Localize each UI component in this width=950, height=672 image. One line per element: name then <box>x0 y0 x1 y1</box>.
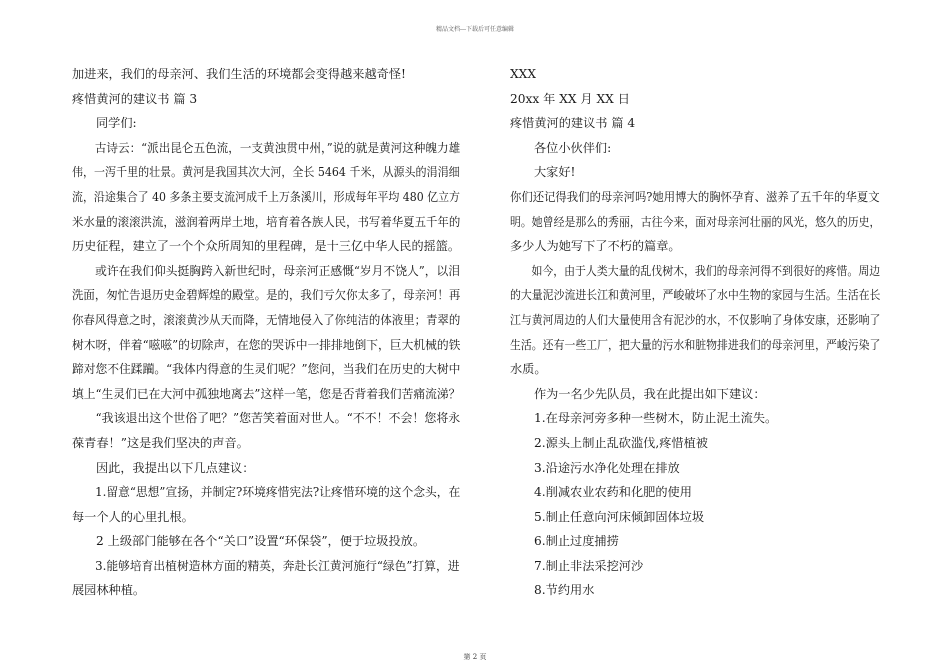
text-line: XXX <box>510 67 537 81</box>
text-line: 你春风得意之时，滚滚黄沙从天而降，无情地侵入了你纯洁的体液里；青翠的 <box>72 312 461 327</box>
text-line: 2 上级部门能够在各个“关口”设置“环保袋”，便于垃圾投放。 <box>96 534 426 549</box>
text-line: 每一个人的心里扎根。 <box>72 509 194 524</box>
text-line: 你们还记得我们的母亲河吗?她用博大的胸怀孕育、滋养了五千年的华夏文 <box>510 189 880 204</box>
text-line: 因此，我提出以下几点建议： <box>96 460 255 475</box>
text-line: 如今，由于人类大量的乱伐树木，我们的母亲河得不到很好的疼惜。周边 <box>531 263 881 278</box>
text-line: 2.源头上制止乱砍滥伐,疼惜植被 <box>534 435 708 450</box>
text-line: 6.制止过度捕捞 <box>534 534 619 549</box>
text-line: 伟，一泻千里的壮景。黄河是我国其次大河，全长 5464 千米，从源头的涓涓细 <box>72 165 460 180</box>
text-line: 填上“生灵们已在大河中孤独地离去”这样一笔，您是否背着我们苦痛流涕？ <box>72 386 461 401</box>
text-line: 蹄对您不住蹂躏。“我体内得意的生灵们呢？”您问，当我们在历史的大树中 <box>72 362 461 377</box>
text-line: 树木呀，伴着“嗞嗞”的切除声，在您的哭诉中一排排地倒下，巨大机械的铁 <box>72 337 461 352</box>
text-line: 或许在我们仰头挺胸跨入新世纪时，母亲河正感慨“岁月不饶人”，以泪 <box>95 263 461 278</box>
text-line: 米水量的滚滚洪流，滋润着两岸土地，培育着各族人民，书写着华夏五千年的 <box>72 214 461 229</box>
page-header: 精品文档---下载后可任意编辑 <box>435 26 515 33</box>
text-line: 水质。 <box>510 362 547 377</box>
text-line: 3.沿途污水净化处理在排放 <box>534 460 680 475</box>
text-line: “我该退出这个世俗了吧？”您苦笑着面对世人。“不不！不会！您将永 <box>95 411 461 426</box>
text-line: 大家好! <box>534 165 576 180</box>
text-line: 生活。还有一些工厂，把大量的污水和脏物排进我们的母亲河里，严峻污染了 <box>510 337 881 352</box>
text-line: 各位小伙伴们: <box>534 140 612 155</box>
text-line: 3.能够培育出植树造林方面的精英，奔赴长江黄河施行“绿色”打算，进 <box>95 558 460 573</box>
text-line: 展园林种植。 <box>72 583 146 598</box>
text-line: 葆青春！”这是我们坚决的声音。 <box>72 435 249 450</box>
text-line: 1.留意“思想”宣扬，并制定?环境疼惜宪法?让疼惜环境的这个念头，在 <box>95 485 461 500</box>
text-line: 同学们: <box>96 116 137 131</box>
text-line: 4.削减农业农药和化肥的使用 <box>534 485 692 500</box>
text-line: 7.制止非法采挖河沙 <box>534 558 644 573</box>
text-line: 20xx 年 XX 月 XX 日 <box>510 91 630 106</box>
text-line: 江与黄河周边的人们大量使用含有泥沙的水，不仅影响了身体安康，还影响了 <box>510 312 881 327</box>
right-column <box>510 62 880 603</box>
text-line: 流，沿途集合了 40 多条主要支流河成千上万条溪川，形成每年平均 480 亿立方 <box>72 189 461 204</box>
text-line: 5.制止任意向河床倾卸固体垃圾 <box>534 509 705 524</box>
text-line: 多少人为她写下了不朽的篇章。 <box>510 239 681 254</box>
text-line: 古诗云：“派出昆仑五色流，一支黄浊贯中州，”说的就是黄河这种魄力雄 <box>94 140 461 155</box>
text-line: 的大量泥沙流进长江和黄河里，严峻破坏了水中生物的家园与生活。生活在长 <box>510 288 881 303</box>
text-line: 1.在母亲河旁多种一些树木，防止泥土流失。 <box>534 411 778 426</box>
text-line: 疼惜黄河的建议书 篇 3 <box>72 91 198 106</box>
page-number: 第 2 页 <box>463 653 487 661</box>
text-line: 8.节约用水 <box>534 583 595 598</box>
text-line: 历史征程，建立了一个个众所周知的里程碑，是十三亿中华人民的摇篮。 <box>72 239 461 254</box>
text-line: 明。她曾经是那么的秀丽，古往今来，面对母亲河壮丽的风光，悠久的历史， <box>510 214 881 229</box>
left-column <box>72 62 460 603</box>
text-line: 作为一名少先队员，我在此提出如下建议： <box>534 386 766 401</box>
text-line: 疼惜黄河的建议书 篇 4 <box>510 116 636 131</box>
text-line: 加进来，我们的母亲河、我们生活的环境都会变得越来越奇怪! <box>72 67 406 81</box>
text-line: 洗面，匆忙告退历史金碧辉煌的殿堂。是的，我们亏欠你太多了，母亲河！再 <box>72 288 461 303</box>
